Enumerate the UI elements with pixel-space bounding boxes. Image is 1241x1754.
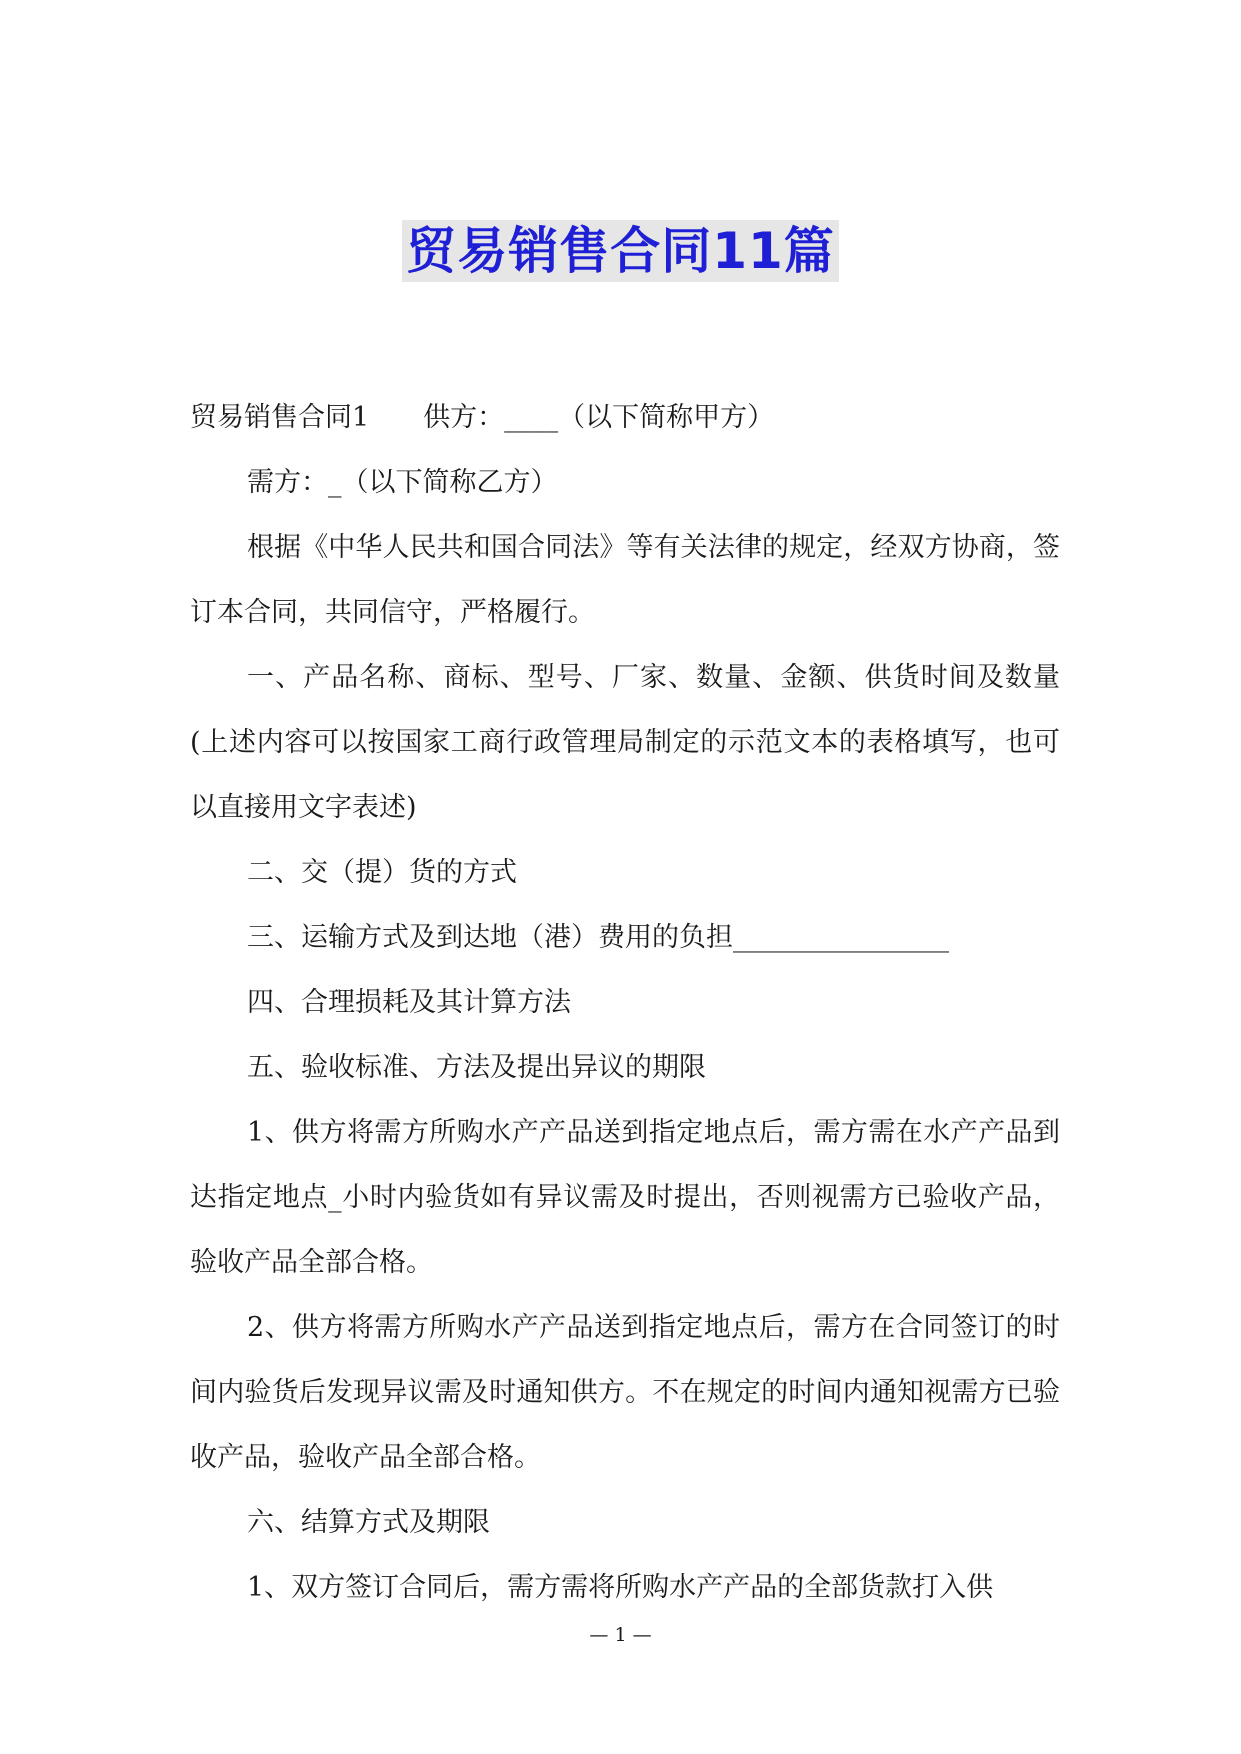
paragraph-clause-5-item-2: 2、供方将需方所购水产产品送到指定地点后，需方在合同签订的时间内验货后发现异议需及时通知供方。不在规定的时间内通知视需方已验收产品，验收产品全部合格。 <box>190 1312 1060 1473</box>
paragraph-clause-2: 二、交（提）货的方式 <box>247 857 517 888</box>
title-container <box>0 220 1241 282</box>
page-number: — 1 — <box>589 1624 652 1646</box>
paragraph-contract-header: 贸易销售合同1 供方：____（以下简称甲方） <box>190 402 775 433</box>
paragraph-clause-5-item-1: 1、供方将需方所购水产产品送到指定地点后，需方需在水产产品到达指定地点_小时内验货如有异议需及时提出，否则视需方已验收产品，验收产品全部合格。 <box>190 1117 1060 1278</box>
paragraph-preamble: 根据《中华人民共和国合同法》等有关法律的规定，经双方协商，签订本合同，共同信守，严格履行。 <box>190 532 1060 628</box>
paragraph-buyer: 需方：_（以下简称乙方） <box>247 467 558 498</box>
document-title: 贸易销售合同11篇 <box>402 220 839 282</box>
paragraph-clause-5: 五、验收标准、方法及提出异议的期限 <box>247 1052 706 1083</box>
paragraph-clause-6: 六、结算方式及期限 <box>247 1507 490 1538</box>
document-body <box>190 385 1060 1620</box>
paragraph-clause-4: 四、合理损耗及其计算方法 <box>247 987 571 1018</box>
paragraph-clause-1: 一、产品名称、商标、型号、厂家、数量、金额、供货时间及数量(上述内容可以按国家工商行政管理局制定的示范文本的表格填写，也可以直接用文字表述) <box>190 662 1060 823</box>
paragraph-clause-3: 三、运输方式及到达地（港）费用的负担________________ <box>247 922 949 953</box>
paragraph-clause-6-item-1: 1、双方签订合同后，需方需将所购水产产品的全部货款打入供 <box>247 1572 994 1603</box>
